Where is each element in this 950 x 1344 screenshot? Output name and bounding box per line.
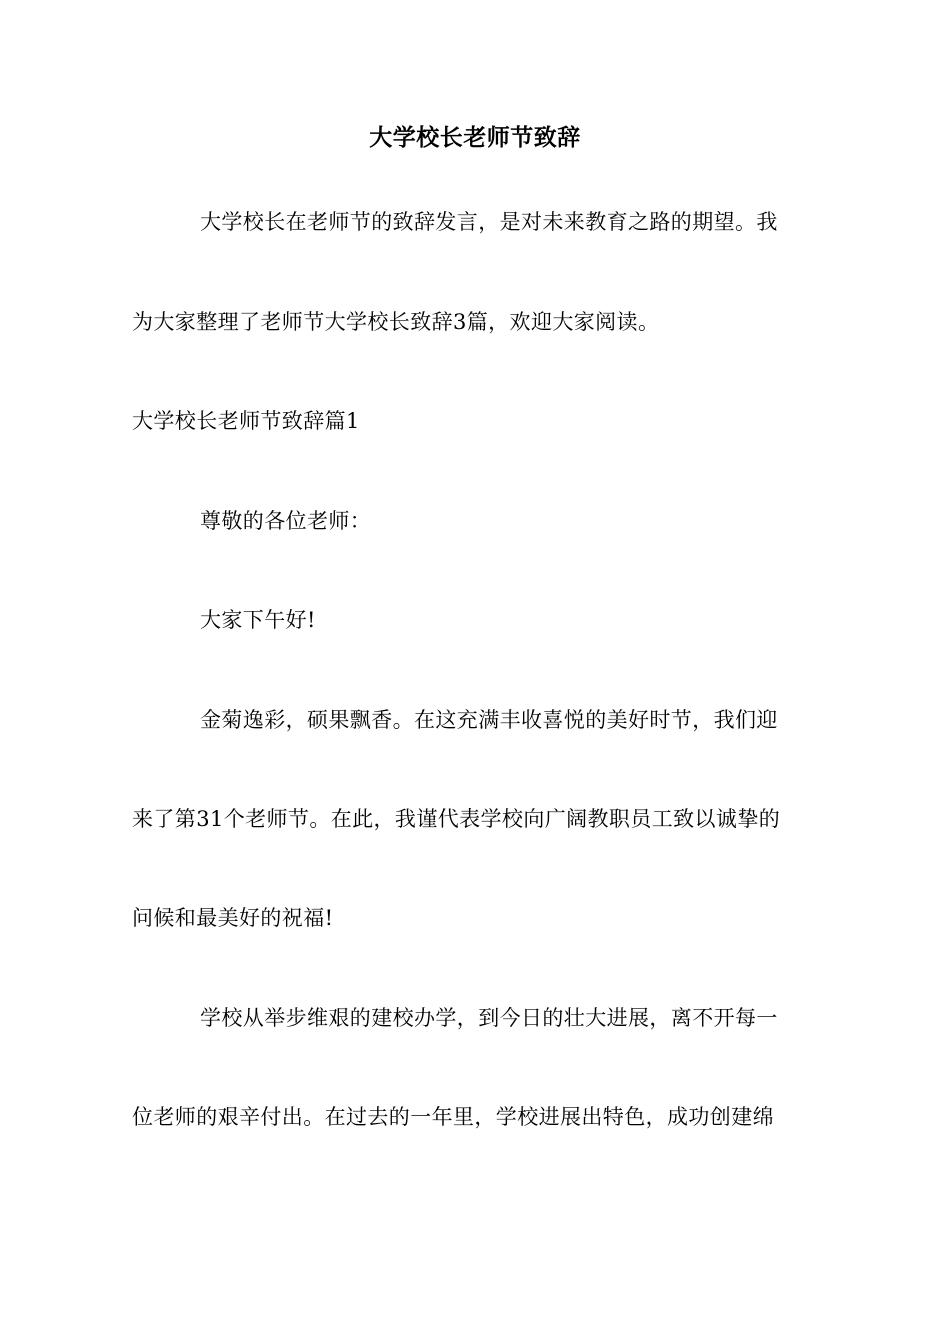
paragraph-intro-line-2: 为大家整理了老师节大学校长致辞3篇，欢迎大家阅读。 — [132, 310, 660, 334]
paragraph-intro-line-1: 大学校长在老师节的致辞发言，是对未来教育之路的期望。我 — [200, 210, 778, 234]
document-title: 大学校长老师节致辞 — [369, 125, 581, 151]
paragraph-1-line-1: 金菊逸彩，硕果飘香。在这充满丰收喜悦的美好时节，我们迎 — [200, 708, 778, 732]
section-heading: 大学校长老师节致辞篇1 — [132, 409, 360, 433]
greeting: 大家下午好! — [200, 608, 316, 632]
paragraph-1-line-2: 来了第31个老师节。在此，我谨代表学校向广阔教职员工致以诚挚的 — [132, 807, 781, 831]
salutation: 尊敬的各位老师： — [200, 509, 372, 533]
paragraph-2-line-2: 位老师的艰辛付出。在过去的一年里，学校进展出特色，成功创建绵 — [132, 1105, 774, 1129]
paragraph-1-line-3: 问候和最美好的祝福! — [132, 906, 334, 930]
paragraph-2-line-1: 学校从举步维艰的建校办学，到今日的壮大进展，离不开每一 — [200, 1006, 778, 1030]
